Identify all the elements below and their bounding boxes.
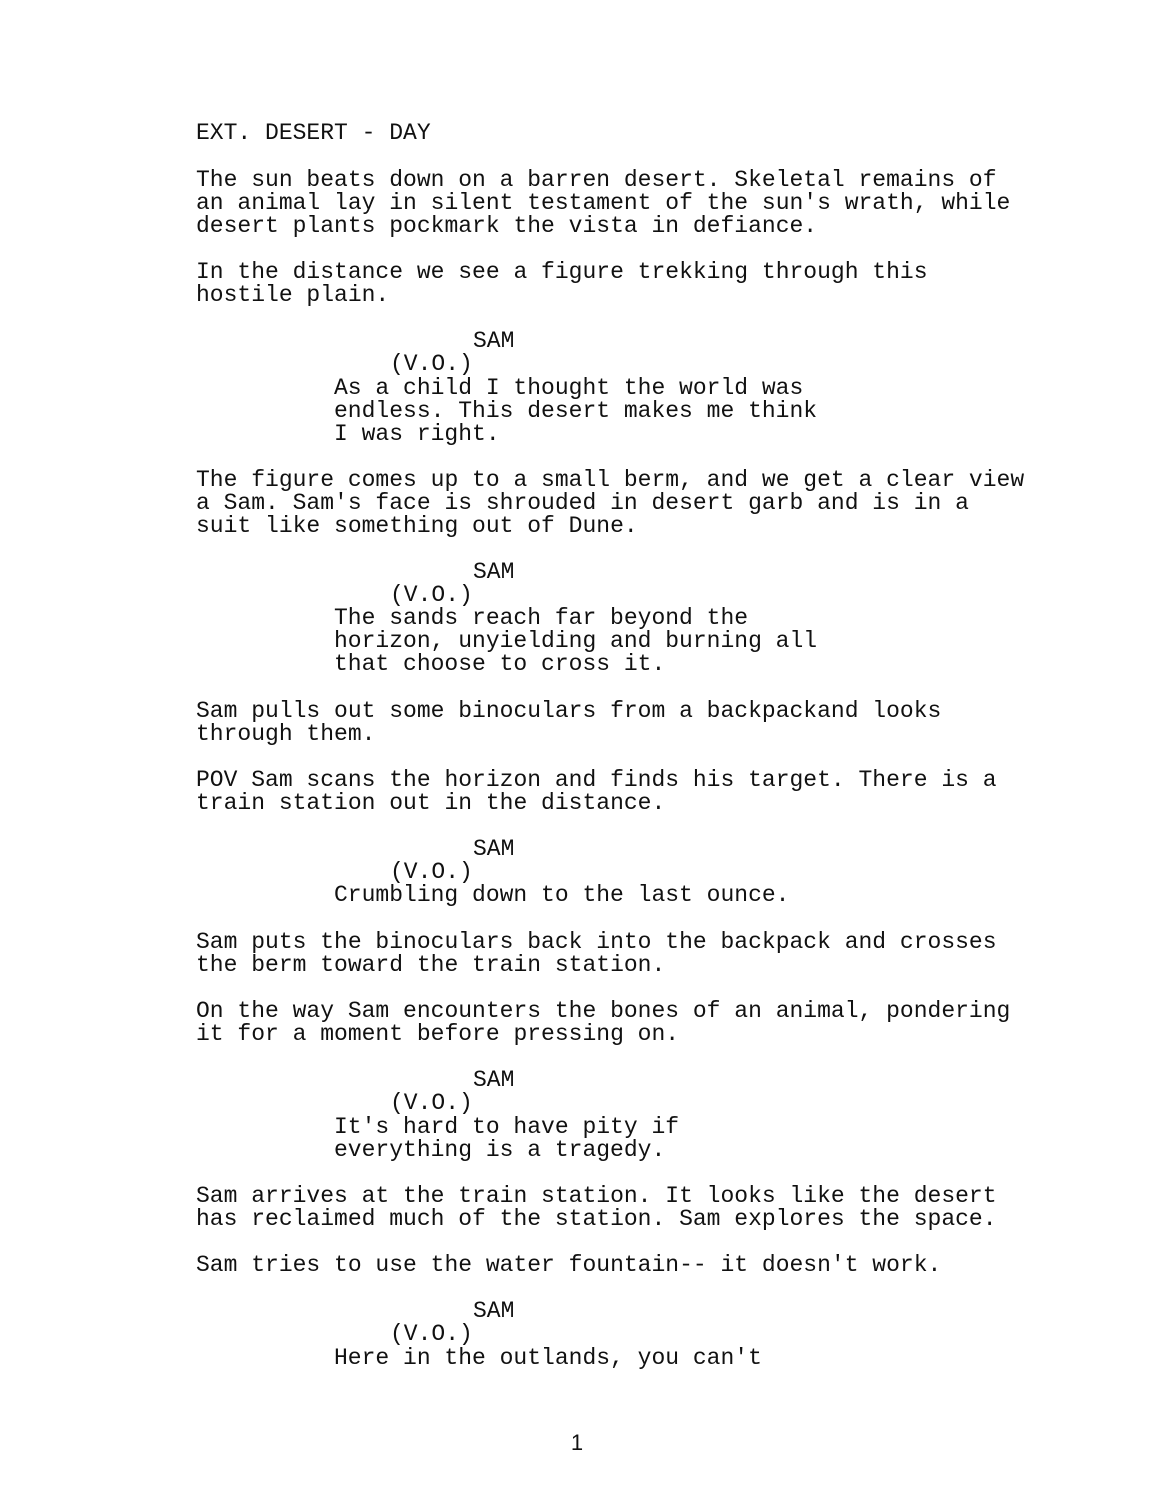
action-line: has reclaimed much of the station. Sam explores the space. bbox=[196, 1206, 997, 1232]
action-line: Sam pulls out some binoculars from a backpackand looks bbox=[196, 698, 942, 724]
action-line: it for a moment before pressing on. bbox=[196, 1021, 680, 1047]
action-line: an animal lay in silent testament of the sun's wrath, while bbox=[196, 190, 1011, 216]
dialogue-line: horizon, unyielding and burning all bbox=[334, 628, 818, 654]
action-line: Sam puts the binoculars back into the backpack and crosses bbox=[196, 929, 997, 955]
character-cue: SAM bbox=[473, 559, 515, 585]
action-line: train station out in the distance. bbox=[196, 790, 666, 816]
action-line: a Sam. Sam's face is shrouded in desert garb and is in a bbox=[196, 490, 969, 516]
parenthetical: (V.O.) bbox=[390, 859, 473, 885]
character-cue: SAM bbox=[473, 328, 515, 354]
page-number: 1 bbox=[570, 1430, 584, 1455]
parenthetical: (V.O.) bbox=[390, 1090, 473, 1116]
character-cue: SAM bbox=[473, 1298, 515, 1324]
action-line: POV Sam scans the horizon and finds his target. There is a bbox=[196, 767, 997, 793]
action-line: On the way Sam encounters the bones of an animal, pondering bbox=[196, 998, 1011, 1024]
dialogue-line: As a child I thought the world was bbox=[334, 375, 804, 401]
action-line: hostile plain. bbox=[196, 282, 390, 308]
action-line: The figure comes up to a small berm, and we get a clear view bbox=[196, 467, 1025, 493]
action-line: desert plants pockmark the vista in defiance. bbox=[196, 213, 818, 239]
dialogue-line: Here in the outlands, you can't bbox=[334, 1345, 762, 1371]
parenthetical: (V.O.) bbox=[390, 1321, 473, 1347]
action-line: Sam tries to use the water fountain-- it doesn't work. bbox=[196, 1252, 942, 1278]
dialogue-line: that choose to cross it. bbox=[334, 651, 666, 677]
action-line: The sun beats down on a barren desert. Skeletal remains of bbox=[196, 167, 997, 193]
action-line: the berm toward the train station. bbox=[196, 952, 666, 978]
character-cue: SAM bbox=[473, 1067, 515, 1093]
character-cue: SAM bbox=[473, 836, 515, 862]
action-line: suit like something out of Dune. bbox=[196, 513, 638, 539]
dialogue-line: everything is a tragedy. bbox=[334, 1137, 666, 1163]
scene-heading: EXT. DESERT - DAY bbox=[196, 120, 431, 146]
dialogue-line: The sands reach far beyond the bbox=[334, 605, 749, 631]
action-line: Sam arrives at the train station. It looks like the desert bbox=[196, 1183, 997, 1209]
action-line: through them. bbox=[196, 721, 376, 747]
dialogue-line: I was right. bbox=[334, 421, 500, 447]
dialogue-line: It's hard to have pity if bbox=[334, 1114, 680, 1140]
dialogue-line: Crumbling down to the last ounce. bbox=[334, 882, 790, 908]
parenthetical: (V.O.) bbox=[390, 582, 473, 608]
action-line: In the distance we see a figure trekking through this bbox=[196, 259, 928, 285]
dialogue-line: endless. This desert makes me think bbox=[334, 398, 818, 424]
parenthetical: (V.O.) bbox=[390, 351, 473, 377]
